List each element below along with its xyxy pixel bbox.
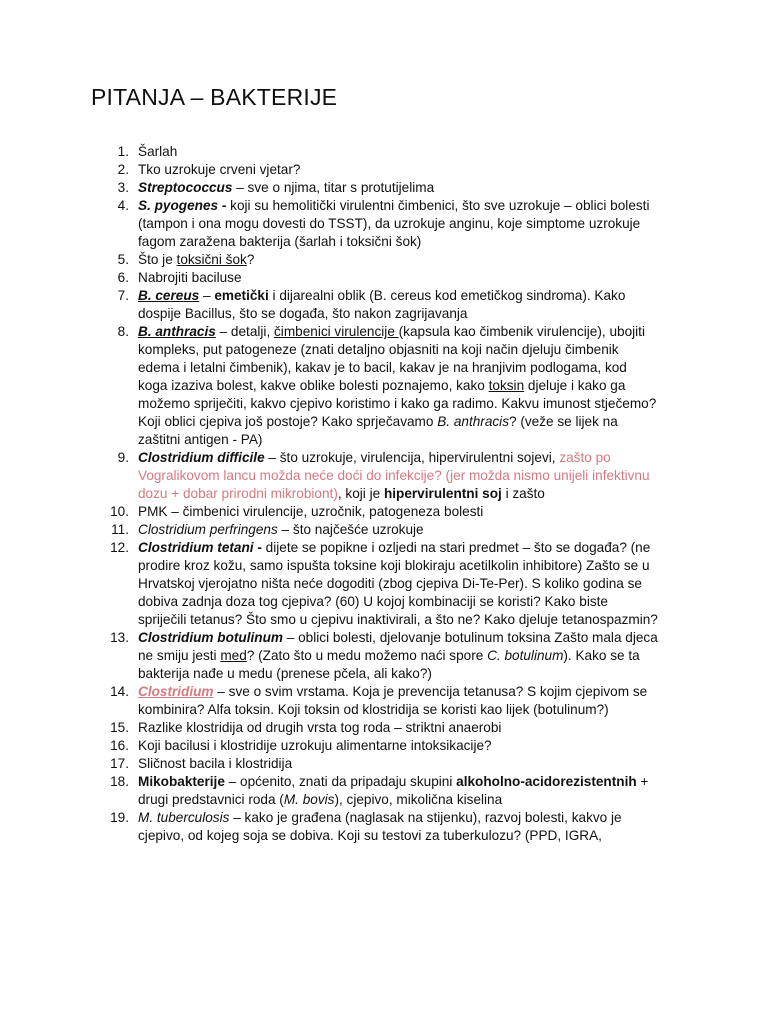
question-number: 13.: [110, 630, 129, 645]
question-text: ? (veže se lijek na zaštitni antigen - PA): [138, 414, 618, 447]
question-text: Šarlah: [138, 144, 178, 159]
question-text: Sličnost bacila i klostridija: [138, 756, 293, 771]
question-text: – što uzrokuje, virulencija, hipervirulentni sojevi,: [264, 450, 560, 465]
question-text: M. bovis: [283, 792, 335, 807]
question-number: 2.: [117, 162, 129, 177]
question-item: [0, 251, 660, 269]
question-item: [0, 449, 660, 503]
question-text: B. anthracis: [437, 414, 509, 429]
question-text: Tko uzrokuje crveni vjetar?: [138, 162, 301, 177]
question-text: Koji bacilusi i klostridije uzrokuju alimentarne intoksikacije?: [138, 738, 492, 753]
question-item: [0, 683, 660, 719]
question-text: – općenito, znati da pripadaju skupini: [224, 774, 457, 789]
question-number: 11.: [111, 522, 129, 537]
question-text: zašto po Vogralikovom lancu možda neće doći do infekcije? (jer možda nismo unijeli infektivnu dozu + dobar prirodni mikrobiont): [138, 450, 650, 501]
question-text: -: [253, 540, 266, 555]
question-text: čimbenici virulencije: [274, 324, 399, 339]
question-text: M. tuberculosis: [138, 810, 230, 825]
question-number: 9.: [117, 450, 129, 465]
question-text: ), cjepivo, mikolična kiselina: [334, 792, 503, 807]
question-text: koji su hemolitički virulentni čimbenici, što sve uzrokuje – oblici bolesti (tampon i ona mogu dovesti do TSST), da uzrokuje anginu, koje simptome uzrokuje fagom zaražena bakterija (šarlah i toksični šok): [138, 198, 650, 249]
question-text: B. anthracis: [138, 324, 216, 339]
question-number: 19.: [110, 810, 129, 825]
question-text: toksin: [488, 378, 525, 393]
question-item: [0, 809, 660, 845]
question-number: 12.: [110, 540, 129, 555]
question-item: [0, 161, 660, 179]
question-text: alkoholno-acidorezistentnih: [456, 774, 637, 789]
question-text: – oblici bolesti, djelovanje botulinum toksina Zašto mala djeca ne smiju jesti: [138, 630, 658, 663]
question-number: 14.: [110, 684, 129, 699]
question-text: PMK – čimbenici virulencije, uzročnik, patogeneza bolesti: [138, 504, 484, 519]
question-item: [0, 503, 660, 521]
question-text: S. pyogenes -: [138, 198, 231, 213]
question-item: [0, 521, 660, 539]
question-text: hipervirulentni soj: [383, 486, 502, 501]
question-text: Clostridium difficile: [138, 450, 265, 465]
question-text: Clostridium tetani: [138, 540, 254, 555]
question-item: [0, 629, 660, 683]
question-text: toksični šok: [176, 252, 247, 267]
question-text: + drugi predstavnici roda (: [138, 774, 649, 807]
question-number: 8.: [117, 324, 129, 339]
question-number: 17.: [110, 756, 129, 771]
question-text: i zašto: [501, 486, 545, 501]
question-text: – što najčešće uzrokuje: [277, 522, 424, 537]
question-text: Clostridium: [138, 684, 214, 699]
question-text: ). Kako se ta bakterija nađe u medu (prenese pčela, ali kako?): [138, 648, 640, 681]
question-text: djeluje i kako ga možemo spriječiti, kakvo cjepivo koristimo i kako ga radimo. Kakvu imunost stječemo? Koji oblici cjepiva još postoje? Kako sprječavamo: [138, 378, 657, 429]
question-list: [0, 143, 660, 845]
question-text: – sve o njima, titar s protutijelima: [232, 180, 435, 195]
question-text: i dijarealni oblik (B. cereus kod emetičkog sindroma). Kako dospije Bacillus, što se događa, što nakon zagrijavanja: [138, 288, 626, 321]
question-text: B. cereus: [138, 288, 200, 303]
question-item: [0, 737, 660, 755]
question-text: – detalji,: [215, 324, 274, 339]
question-text: med: [220, 648, 247, 663]
question-number: 3.: [117, 180, 129, 195]
question-text: Clostridium perfringens: [138, 522, 278, 537]
question-text: Nabrojiti baciluse: [138, 270, 242, 285]
question-text: , koji je: [337, 486, 384, 501]
question-item: [0, 323, 660, 449]
question-text: dijete se popikne i ozljedi na stari predmet – što se događa? (ne prodire kroz kožu, samo ispušta toksine koji blokiraju acetilkolin inhibitore) Zašto se u Hrvatskoj vjerojatno ništa neće dogoditi (zbog cjepiva Di-Te-Per). S koliko godina se dobiva zadnja doza tog cjepiva? (60) U kojoj kombinaciji se koristi? Kako biste spriječili tetanus? Što smo u cjepivu inaktivirali, a što ne? Kako djeluje tetanospazmin?: [138, 540, 658, 627]
question-text: Mikobakterije: [138, 774, 225, 789]
question-number: 18.: [110, 774, 129, 789]
question-item: [0, 179, 660, 197]
question-text: Razlike klostridija od drugih vrsta tog roda – striktni anaerobi: [138, 720, 502, 735]
question-text: – kako je građena (naglasak na stijenku), razvoj bolesti, kakvo je cjepivo, od kojeg soja se dobiva. Koji su testovi za tuberkulozu? (PPD, IGRA,: [138, 810, 622, 843]
question-item: [0, 197, 660, 251]
question-text: ? (Zato što u medu možemo naći spore: [246, 648, 488, 663]
question-text: emetički: [214, 288, 269, 303]
question-item: [0, 539, 660, 629]
question-text: – sve o svim vrstama. Koja je prevencija tetanusa? S kojim cjepivom se kombinira? Alfa toksin. Koji toksin od klostridija se koristi kao lijek (botulinum?): [138, 684, 648, 717]
question-text: Streptococcus: [138, 180, 233, 195]
question-item: [0, 755, 660, 773]
question-number: 10.: [110, 504, 129, 519]
question-text: Što je: [138, 252, 177, 267]
question-number: 5.: [117, 252, 129, 267]
question-number: 15.: [110, 720, 129, 735]
question-number: 4.: [117, 198, 129, 213]
question-text: (kapsula kao čimbenik virulencije), ubojiti kompleks, put patogeneze (znati detaljno objasniti na koji način djeluju čimbenik edema i letalni čimbenik), kakav je to bacil, kakav je na hranjivim podlogama, kod koga izaziva bolest, kakve oblike bolesti poznajemo, kako: [138, 324, 645, 393]
question-text: Clostridium botulinum: [138, 630, 283, 645]
question-number: 1.: [117, 144, 129, 159]
question-text: –: [199, 288, 215, 303]
question-number: 6.: [117, 270, 129, 285]
page-title: PITANJA – BAKTERIJE: [91, 84, 338, 110]
question-text: ?: [246, 252, 255, 267]
question-number: 16.: [110, 738, 129, 753]
question-number: 7.: [117, 288, 129, 303]
question-item: [0, 269, 660, 287]
question-item: [0, 719, 660, 737]
question-item: [0, 287, 660, 323]
question-item: [0, 773, 660, 809]
question-item: [0, 143, 660, 161]
question-text: C. botulinum: [487, 648, 564, 663]
